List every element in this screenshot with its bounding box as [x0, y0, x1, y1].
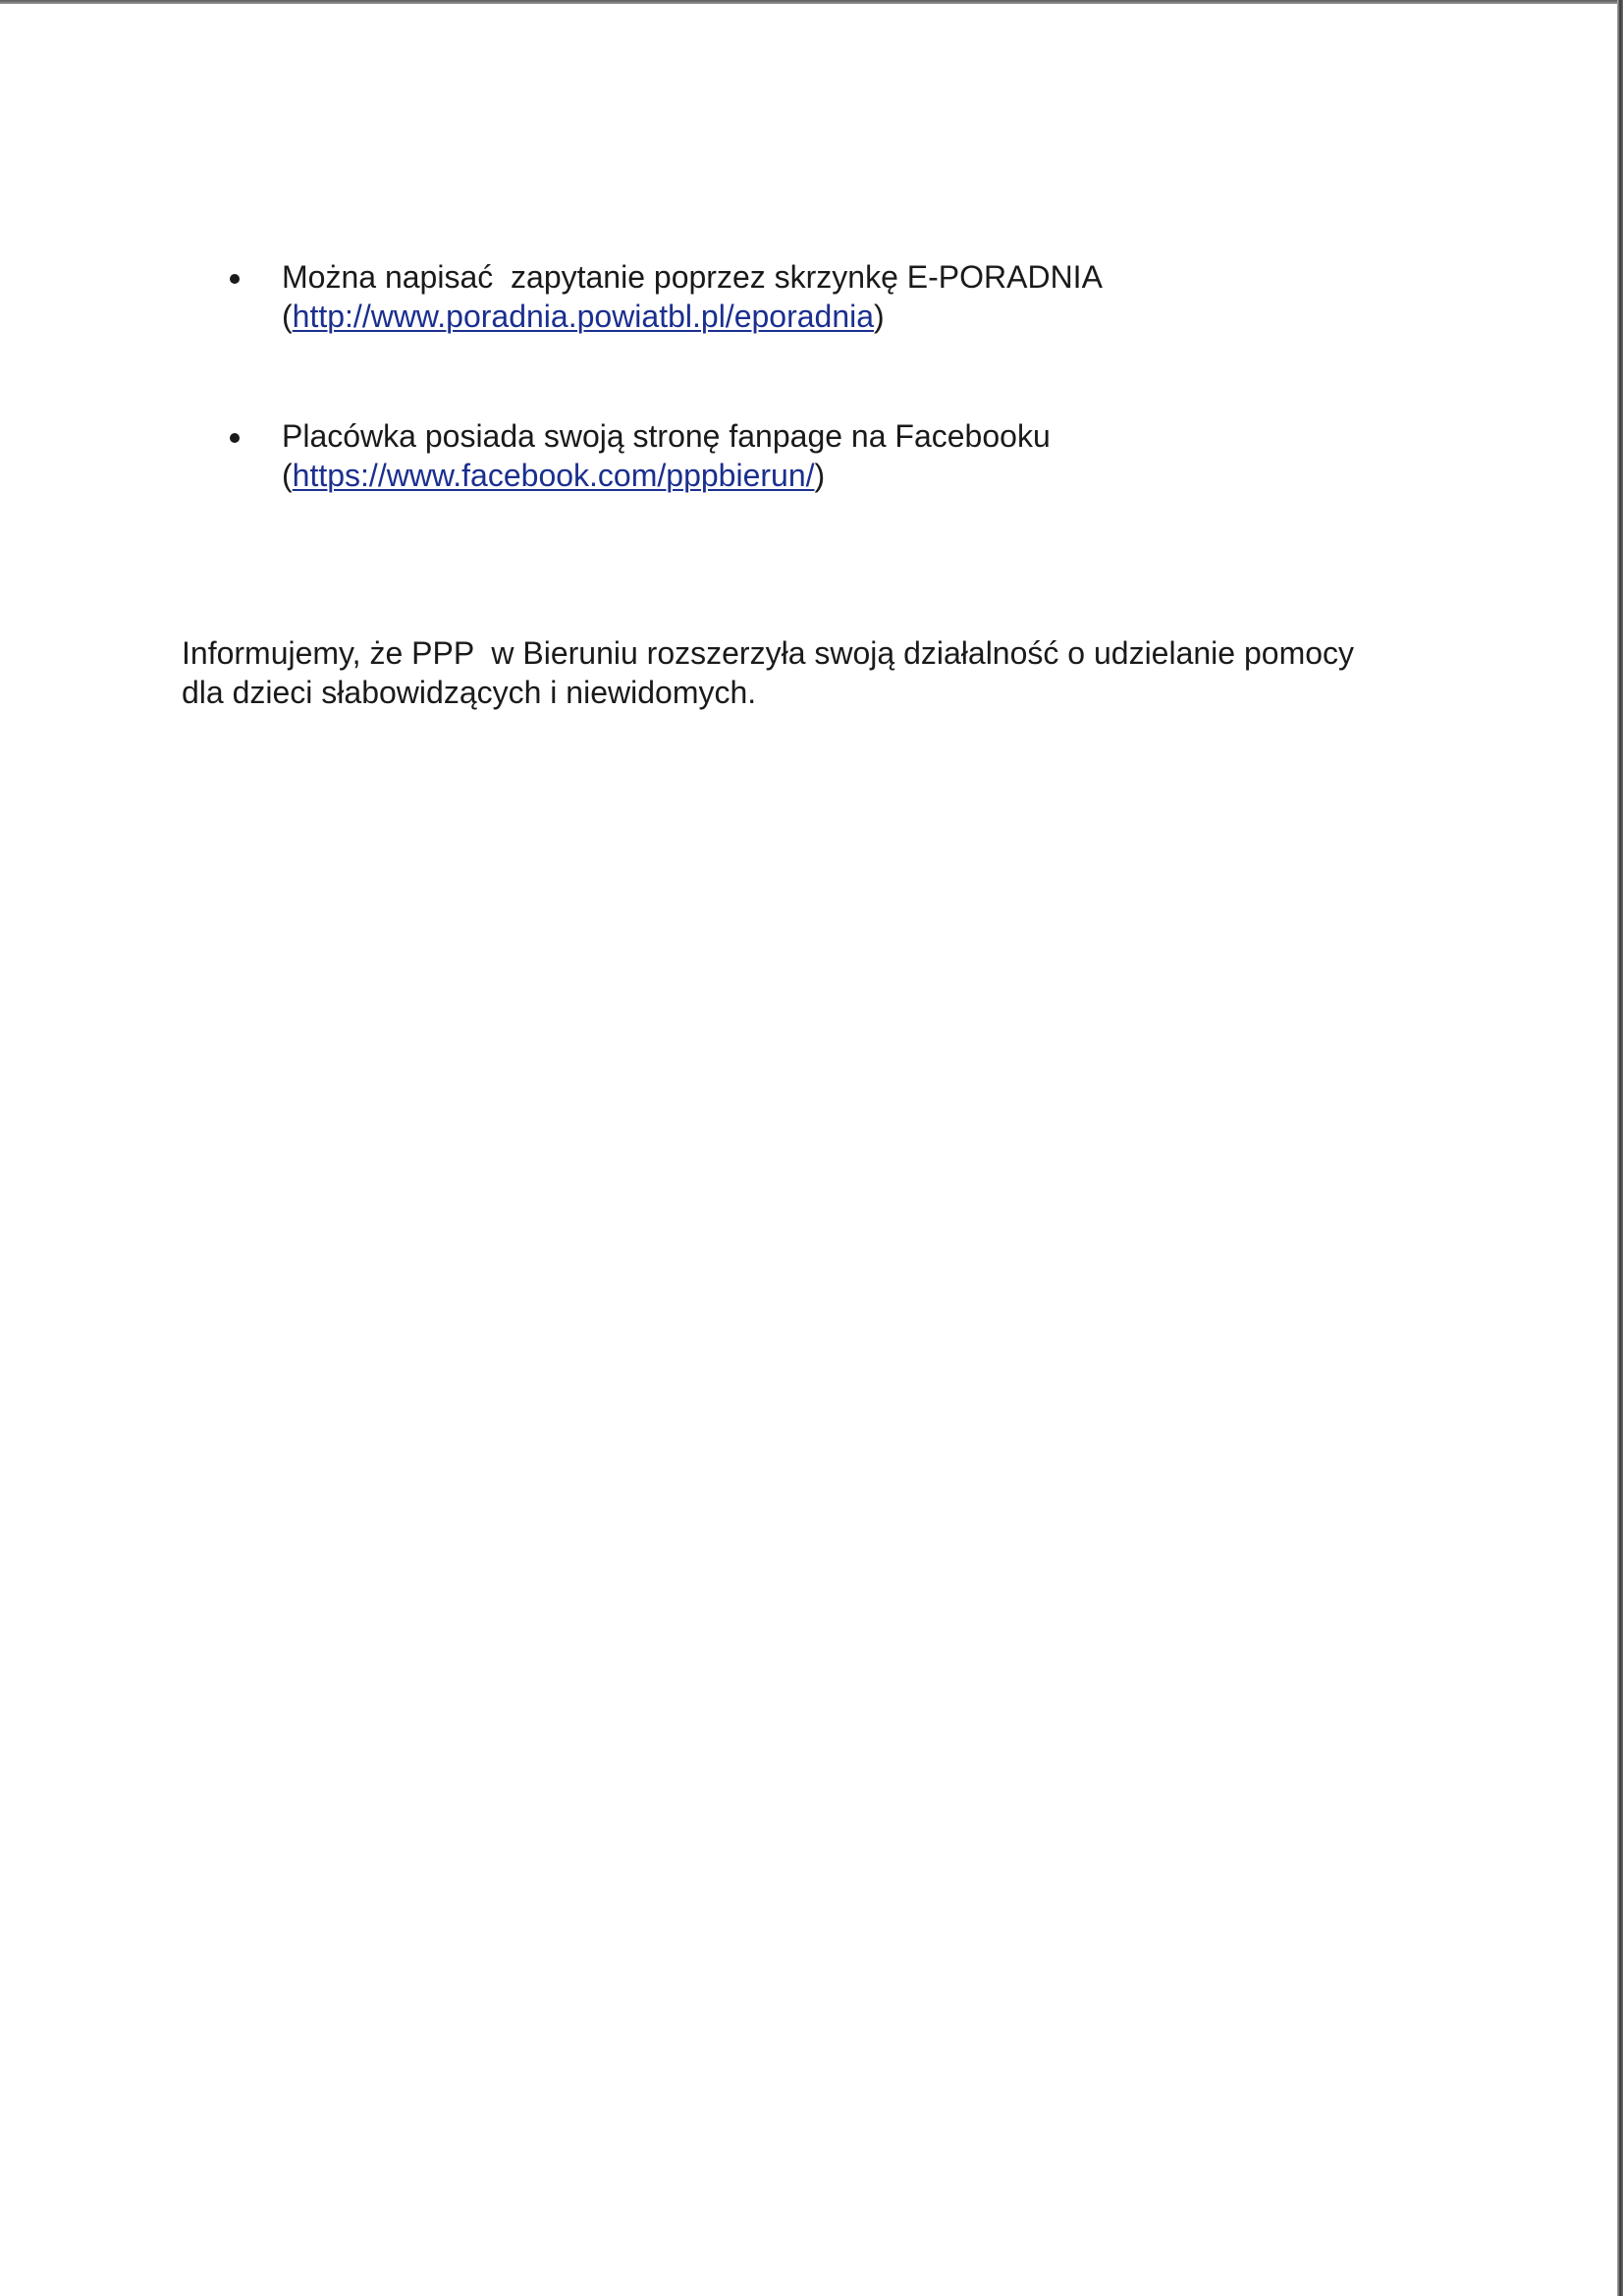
- bullet-icon: [230, 433, 240, 443]
- list-item-eporadnia: [0, 257, 1571, 336]
- list-item-text: Można napisać zapytanie poprzez skrzynkę E-PORADNIA: [282, 259, 1103, 295]
- paragraph-line-2: dla dzieci słabowidzących i niewidomych.: [182, 675, 757, 710]
- eporadnia-link[interactable]: http://www.poradnia.powiatbl.pl/eporadnia: [292, 299, 875, 334]
- list-item-link-line: [282, 297, 1571, 336]
- open-paren: (: [282, 458, 293, 493]
- info-paragraph: [182, 633, 1458, 712]
- bullet-icon: [230, 274, 240, 284]
- list-item-link-line: [282, 456, 1571, 495]
- close-paren: ): [874, 299, 885, 334]
- scan-right-edge: [1617, 0, 1623, 2296]
- open-paren: (: [282, 299, 293, 334]
- paragraph-line-1: Informujemy, że PPP w Bieruniu rozszerzyła swoją działalność o udzielanie pomocy: [182, 635, 1355, 671]
- list-item-text: Placówka posiada swoją stronę fanpage na Facebooku: [282, 418, 1051, 454]
- list-item-facebook: [0, 416, 1571, 495]
- contact-list: [0, 257, 1571, 495]
- close-paren: ): [814, 458, 826, 493]
- facebook-link[interactable]: https://www.facebook.com/pppbierun/: [292, 458, 815, 493]
